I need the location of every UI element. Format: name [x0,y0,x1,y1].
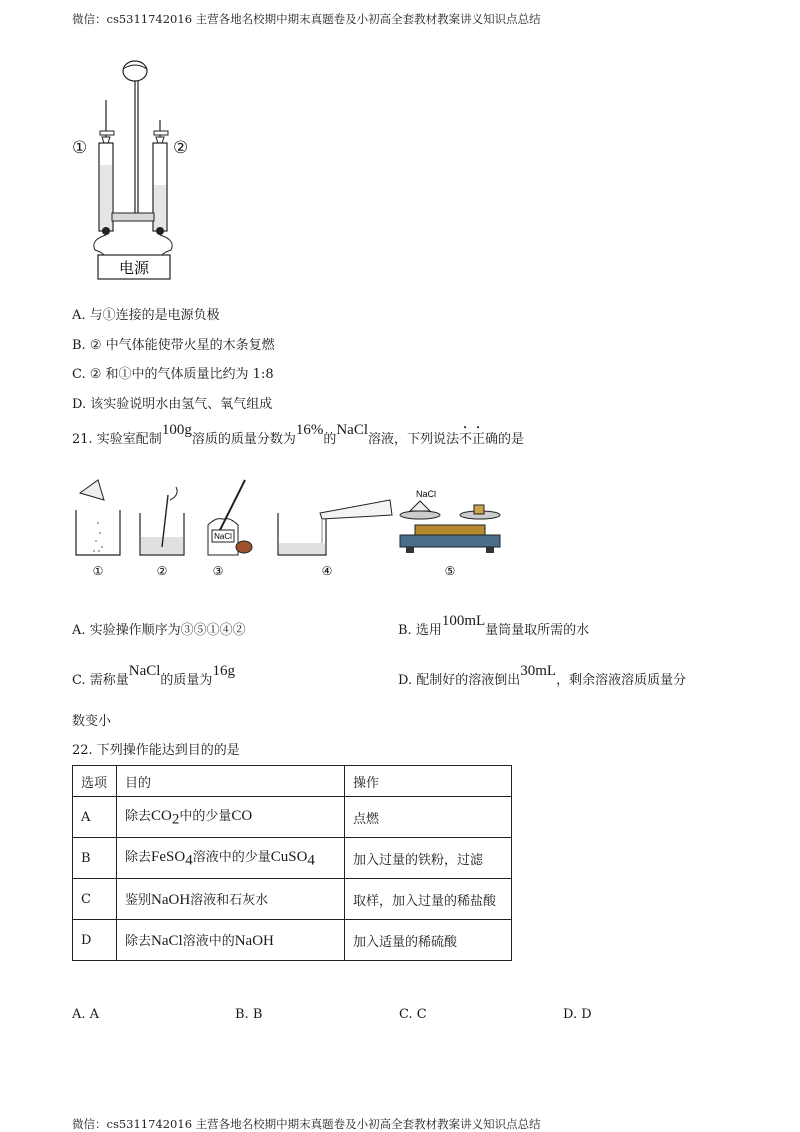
goal-pre: 除去 [125,850,152,866]
q21-option-d [398,663,687,689]
q21-text-1: 溶质的质量分数为 [191,432,296,447]
goal-mid: 溶液中的少量 [192,850,271,866]
row-goal [117,879,345,920]
q21-num: 21. 实验室配制 [72,432,162,447]
page-header: 微信：cs5311742016 主营各地名校期中期末真题卷及小初高全套教材教案讲义知识点总结 [72,12,541,26]
q21-option-c-pre: C. 需称量 [72,673,129,688]
goal-pre: 鉴别 [125,893,152,908]
q22-answer-b: B. B [235,1007,263,1022]
q21-option-c-num: 16g [212,663,235,679]
q21-text-4: 确的是 [485,432,525,447]
row-option: D [73,920,117,961]
q21-option-c-mid: 的质量为 [160,673,213,688]
table-row [73,838,512,879]
page-footer: 微信：cs5311742016 主营各地名校期中期末真题卷及小初高全套教材教案讲义知识点总结 [72,1117,541,1131]
row-operation: 加入过量的铁粉，过滤 [345,838,512,879]
goal-formula-1: CO [151,808,172,825]
q20-option-d: D. 该实验说明水由氢气、氧气组成 [72,397,273,412]
goal-formula-2: CO [231,808,253,825]
q21-option-d-val: 30mL [520,663,557,679]
fig-label-1: ① [92,564,104,578]
q21-nacl: NaCl [336,422,369,438]
fig-label-3: ③ [212,564,224,578]
q21-option-d-post: ，剩余溶液溶质质量分 [556,673,687,688]
fig-label-2: ② [156,564,168,578]
goal-mid: 溶液中的 [182,934,235,949]
row-operation: 取样，加入过量的稀盐酸 [345,879,512,920]
goal-sub-2: 4 [307,852,315,869]
goal-mid: 溶液和石灰水 [190,893,269,908]
fig-label-4: ④ [321,564,333,578]
q21-option-d-continued: 数变小 [72,714,112,729]
row-option: C [73,879,117,920]
row-goal [117,838,345,879]
q21-pct: 16% [295,422,324,438]
bottle-nacl-label: NaCl [214,532,232,541]
goal-mid: 中的少量 [179,809,232,825]
goal-formula-2: NaOH [234,933,274,949]
row-option: A [73,797,117,838]
tube-label-2: ② [173,138,189,158]
row-goal [117,797,345,838]
goal-sub-1: 2 [171,811,180,828]
goal-formula-2: CuSO [270,849,308,866]
q21-emphasis: 不正 [459,432,486,447]
q20-option-a: A. 与①连接的是电源负极 [72,308,220,323]
goal-formula-1: NaOH [151,892,191,908]
fig-label-5: ⑤ [444,564,456,578]
row-option: B [73,838,117,879]
goal-pre: 除去 [125,809,152,825]
power-source-label: 电源 [118,259,150,277]
q21-stem [72,424,524,448]
header-operation: 操作 [345,766,512,797]
goal-sub-1: 4 [185,852,193,869]
q20-option-b: B. ② 中气体能使带火星的木条复燃 [72,338,275,353]
row-operation: 点燃 [345,797,512,838]
q22-table [72,765,512,961]
q21-option-b [398,613,590,639]
q21-option-c [72,663,235,689]
goal-pre: 除去 [125,934,152,949]
q21-option-b-pre: B. 选用 [398,623,442,638]
q22-stem: 22. 下列操作能达到目的的是 [72,743,240,758]
table-row [73,797,512,838]
q21-mass: 100g [161,422,192,438]
q22-answer-a: A. A [72,1007,100,1022]
row-operation: 加入适量的稀硫酸 [345,920,512,961]
goal-formula-1: FeSO [151,849,186,866]
electrolysis-apparatus-figure [70,55,220,285]
row-goal [117,920,345,961]
header-option: 选项 [73,766,117,797]
q22-answer-c: C. C [399,1007,427,1022]
goal-formula-1: NaCl [151,933,183,949]
q21-option-b-val: 100mL [441,613,486,629]
q21-option-d-pre: D. 配制好的溶液倒出 [398,673,521,688]
q22-answer-d: D. D [563,1007,592,1022]
table-header-row [73,766,512,797]
q21-option-a: A. 实验操作顺序为③⑤①④② [72,623,246,638]
q21-option-c-val: NaCl [128,663,161,679]
q21-text-3: 溶液，下列说法 [368,432,460,447]
table-row [73,879,512,920]
table-row [73,920,512,961]
q21-text-2: 的 [323,432,337,447]
q21-option-b-post: 量筒量取所需的水 [485,623,590,638]
q20-option-c: C. ② 和①中的气体质量比约为 1:8 [72,367,274,382]
balance-nacl-label: NaCl [416,489,437,499]
header-goal: 目的 [117,766,345,797]
tube-label-1: ① [72,138,88,158]
solution-preparation-figure [70,475,510,585]
